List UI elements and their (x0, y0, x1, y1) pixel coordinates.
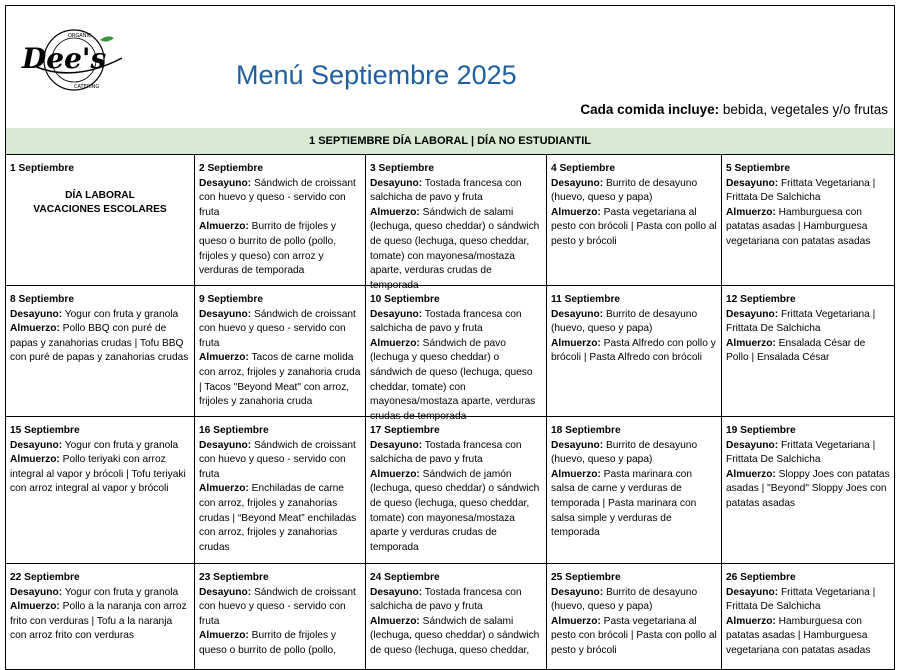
day-date: 15 Septiembre (10, 425, 80, 436)
day-date: 23 Septiembre (199, 572, 269, 583)
day-date: 4 Septiembre (551, 163, 615, 174)
lunch-entry (726, 206, 890, 250)
day-cell (547, 417, 722, 563)
breakfast-label: Desayuno: (370, 439, 423, 451)
breakfast-text: Yogur con fruta y granola (64, 586, 179, 598)
breakfast-label: Desayuno: (726, 586, 779, 598)
breakfast-entry (726, 586, 890, 615)
lunch-label: Almuerzo: (370, 615, 420, 627)
breakfast-label: Desayuno: (726, 177, 779, 189)
lunch-text: Pollo teriyaki con arroz integral al vapor y brócoli | Tofu teriyaki con arroz integral al vapor y brócoli (10, 454, 186, 495)
lunch-label: Almuerzo: (10, 323, 60, 335)
lunch-entry (726, 337, 890, 366)
breakfast-entry (551, 177, 717, 206)
breakfast-entry (370, 586, 542, 615)
week-row (6, 155, 894, 291)
svg-text:CATERING: CATERING (74, 84, 100, 90)
breakfast-label: Desayuno: (199, 586, 252, 598)
breakfast-text: Burrito de desayuno (huevo, queso y papa) (551, 308, 698, 335)
breakfast-text: Frittata Vegetariana | Frittata De Salchicha (726, 439, 876, 466)
day-cell (547, 155, 722, 285)
lunch-text: Tacos de carne molida con arroz, frijoles y zanahoria cruda | Tacos "Beyond Meat" con arroz, frijoles y zanahoria cruda (199, 352, 361, 408)
day-date: 18 Septiembre (551, 425, 621, 436)
breakfast-text: Tostada francesa con salchicha de pavo y fruta (370, 177, 522, 204)
menu-title: Menú Septiembre 2025 (236, 60, 517, 90)
day-cell (722, 155, 894, 285)
lunch-text: Pasta marinara con salsa de carne y verduras de temporada | Pasta marinara con salsa simple y verduras de temporada (551, 468, 697, 539)
breakfast-entry (726, 439, 890, 468)
holiday-note (10, 189, 190, 218)
meal-includes-label: Cada comida incluye: (580, 102, 720, 117)
day-date: 25 Septiembre (551, 572, 621, 583)
day-date: 9 Septiembre (199, 294, 263, 305)
lunch-entry (10, 322, 190, 366)
day-cell (722, 564, 894, 669)
lunch-label: Almuerzo: (370, 337, 420, 349)
breakfast-label: Desayuno: (370, 586, 423, 598)
breakfast-label: Desayuno: (10, 308, 63, 320)
lunch-text: Ensalada César de Pollo | Ensalada César (726, 337, 866, 364)
lunch-entry (551, 468, 717, 541)
lunch-text: Burrito de frijoles y queso o burrito de pollo (pollo, frijoles y queso) con arroz y verduras de temporada (199, 221, 337, 277)
day-date: 11 Septiembre (551, 294, 621, 305)
lunch-label: Almuerzo: (726, 615, 776, 627)
lunch-text: Enchiladas de carne con arroz, frijoles y zanahorias crudas | “Beyond Meat” enchiladas con arroz, frijoles y zanahorias crudas (199, 483, 357, 553)
day-date: 8 Septiembre (10, 294, 74, 305)
breakfast-text: Frittata Vegetariana | Frittata De Salchicha (726, 177, 876, 204)
meal-includes-text: bebida, vegetales y/o frutas (722, 102, 888, 117)
lunch-text: Pasta Alfredo con pollo y brócoli | Pasta Alfredo con brócoli (551, 337, 716, 364)
lunch-label: Almuerzo: (551, 615, 601, 627)
lunch-entry (199, 482, 361, 555)
breakfast-label: Desayuno: (551, 177, 604, 189)
lunch-text: Pollo a la naranja con arroz frito con verduras | Tofu a la naranja con arroz frito con verduras (10, 601, 187, 642)
breakfast-text: Burrito de desayuno (huevo, queso y papa) (551, 439, 698, 466)
day-cell (366, 155, 547, 291)
svg-text:Dee's: Dee's (22, 42, 107, 75)
lunch-label: Almuerzo: (199, 630, 249, 642)
lunch-entry (551, 615, 717, 659)
lunch-entry (10, 453, 190, 497)
lunch-entry (199, 351, 361, 409)
breakfast-label: Desayuno: (551, 308, 604, 320)
menu-header (6, 6, 894, 129)
breakfast-entry (10, 586, 190, 601)
day-cell (722, 417, 894, 563)
breakfast-label: Desayuno: (370, 308, 423, 320)
lunch-label: Almuerzo: (551, 468, 601, 480)
week-row (6, 564, 894, 670)
day-cell (366, 286, 547, 422)
lunch-label: Almuerzo: (551, 337, 601, 349)
breakfast-text: Yogur con fruta y granola (64, 439, 179, 451)
lunch-label: Almuerzo: (726, 206, 776, 218)
breakfast-entry (199, 439, 361, 483)
day-date: 3 Septiembre (370, 163, 434, 174)
lunch-text: Pollo BBQ con puré de papas y zanahorias crudas | Tofu BBQ con puré de papas y zanahorias crudas (10, 323, 189, 364)
lunch-entry (370, 468, 542, 556)
breakfast-entry (551, 308, 717, 337)
breakfast-label: Desayuno: (10, 586, 63, 598)
breakfast-text: Frittata Vegetariana | Frittata De Salchicha (726, 308, 876, 335)
lunch-label: Almuerzo: (370, 206, 420, 218)
breakfast-text: Sándwich de croissant con huevo y queso - servido con fruta (199, 439, 356, 480)
breakfast-text: Burrito de desayuno (huevo, queso y papa) (551, 177, 698, 204)
day-cell (6, 417, 195, 563)
day-cell (6, 564, 195, 669)
breakfast-label: Desayuno: (199, 177, 252, 189)
breakfast-label: Desayuno: (726, 439, 779, 451)
lunch-text: Sándwich de salami (lechuga, queso cheddar) o sándwich de queso (lechuga, queso cheddar, (370, 615, 540, 656)
day-date: 1 Septiembre (10, 163, 74, 174)
meal-includes-note (580, 102, 888, 117)
menu-calendar-grid (6, 155, 894, 670)
lunch-entry (370, 615, 542, 659)
lunch-entry (726, 615, 890, 659)
breakfast-label: Desayuno: (199, 439, 252, 451)
breakfast-entry (10, 439, 190, 454)
day-date: 19 Septiembre (726, 425, 796, 436)
breakfast-label: Desayuno: (726, 308, 779, 320)
lunch-label: Almuerzo: (10, 601, 60, 613)
day-date: 12 Septiembre (726, 294, 796, 305)
day-cell (366, 564, 547, 669)
breakfast-entry (199, 308, 361, 352)
lunch-entry (551, 337, 717, 366)
breakfast-entry (199, 177, 361, 221)
breakfast-text: Frittata Vegetariana | Frittata De Salchicha (726, 586, 876, 613)
lunch-text: Pasta vegetariana al pesto con brócoli | Pasta con pollo al pesto y brócoli (551, 206, 717, 247)
lunch-entry (199, 629, 361, 658)
day-cell (195, 286, 366, 416)
lunch-text: Sándwich de jamón (lechuga, queso cheddar) o sándwich de queso (lechuga, queso cheddar, tomate) con mayonesa/mostaza aparte y verduras crudas de temporada (370, 468, 540, 553)
breakfast-entry (551, 586, 717, 615)
lunch-entry (370, 337, 542, 425)
day-cell (195, 155, 366, 285)
day-date: 16 Septiembre (199, 425, 269, 436)
svg-text:ORGANIC: ORGANIC (68, 33, 92, 39)
lunch-text: Sándwich de pavo (lechuga y queso cheddar) o sándwich de queso (lechuga, queso cheddar, tomate) con mayonesa/mostaza aparte, verduras crudas de temporada (370, 337, 536, 422)
day-date: 5 Septiembre (726, 163, 790, 174)
lunch-text: Sándwich de salami (lechuga, queso cheddar) o sándwich de queso (lechuga, queso cheddar, tomate) con mayonesa/mostaza aparte, verduras crudas de temporada (370, 206, 540, 291)
lunch-text: Hamburguesa con patatas asadas | Hamburguesa vegetariana con patatas asadas (726, 206, 871, 247)
lunch-label: Almuerzo: (726, 337, 776, 349)
breakfast-entry (551, 439, 717, 468)
breakfast-label: Desayuno: (551, 586, 604, 598)
day-cell (195, 564, 366, 669)
lunch-entry (370, 206, 542, 294)
breakfast-entry (726, 177, 890, 206)
breakfast-text: Sándwich de croissant con huevo y queso - servido con fruta (199, 177, 356, 218)
holiday-cell (6, 155, 195, 285)
lunch-entry (199, 220, 361, 278)
breakfast-text: Tostada francesa con salchicha de pavo y fruta (370, 308, 522, 335)
day-date: 17 Septiembre (370, 425, 440, 436)
day-date: 22 Septiembre (10, 572, 80, 583)
breakfast-entry (10, 308, 190, 323)
lunch-label: Almuerzo: (199, 352, 249, 364)
breakfast-label: Desayuno: (551, 439, 604, 451)
lunch-entry (10, 600, 190, 644)
breakfast-text: Sándwich de croissant con huevo y queso - servido con fruta (199, 586, 356, 627)
lunch-text: Sloppy Joes con patatas asadas | "Beyond" Sloppy Joes con patatas asadas (726, 468, 890, 509)
day-date: 24 Septiembre (370, 572, 440, 583)
lunch-label: Almuerzo: (10, 454, 60, 466)
lunch-label: Almuerzo: (199, 221, 249, 233)
lunch-text: Hamburguesa con patatas asadas | Hamburguesa vegetariana con patatas asadas (726, 615, 871, 656)
day-cell (722, 286, 894, 416)
lunch-entry (551, 206, 717, 250)
lunch-text: Pasta vegetariana al pesto con brócoli | Pasta con pollo al pesto y brócoli (551, 615, 717, 656)
lunch-entry (726, 468, 890, 512)
breakfast-entry (370, 308, 542, 337)
day-date: 2 Septiembre (199, 163, 263, 174)
breakfast-label: Desayuno: (199, 308, 252, 320)
breakfast-text: Yogur con fruta y granola (64, 308, 179, 320)
breakfast-text: Sándwich de croissant con huevo y queso - servido con fruta (199, 308, 356, 349)
breakfast-entry (726, 308, 890, 337)
breakfast-label: Desayuno: (10, 439, 63, 451)
day-date: 26 Septiembre (726, 572, 796, 583)
lunch-label: Almuerzo: (370, 468, 420, 480)
holiday-line: DÍA LABORAL (65, 189, 135, 201)
menu-frame (5, 5, 895, 670)
holiday-line: VACACIONES ESCOLARES (33, 204, 167, 216)
breakfast-entry (370, 439, 542, 468)
day-cell (366, 417, 547, 563)
breakfast-text: Tostada francesa con salchicha de pavo y fruta (370, 439, 522, 466)
lunch-label: Almuerzo: (726, 468, 776, 480)
day-date: 10 Septiembre (370, 294, 440, 305)
breakfast-entry (370, 177, 542, 206)
day-cell (547, 286, 722, 416)
day-cell (547, 564, 722, 669)
week-row (6, 286, 894, 422)
holiday-banner: 1 SEPTIEMBRE DÍA LABORAL | DÍA NO ESTUDIANTIL (6, 128, 894, 155)
lunch-label: Almuerzo: (551, 206, 601, 218)
dees-logo (14, 28, 129, 98)
breakfast-text: Tostada francesa con salchicha de pavo y fruta (370, 586, 522, 613)
breakfast-text: Burrito de desayuno (huevo, queso y papa) (551, 586, 698, 613)
day-cell (6, 286, 195, 416)
lunch-label: Almuerzo: (199, 483, 249, 495)
breakfast-entry (199, 586, 361, 630)
day-cell (195, 417, 366, 563)
week-row (6, 417, 894, 564)
lunch-text: Burrito de frijoles y queso o burrito de pollo (pollo, (199, 630, 337, 656)
breakfast-label: Desayuno: (370, 177, 423, 189)
